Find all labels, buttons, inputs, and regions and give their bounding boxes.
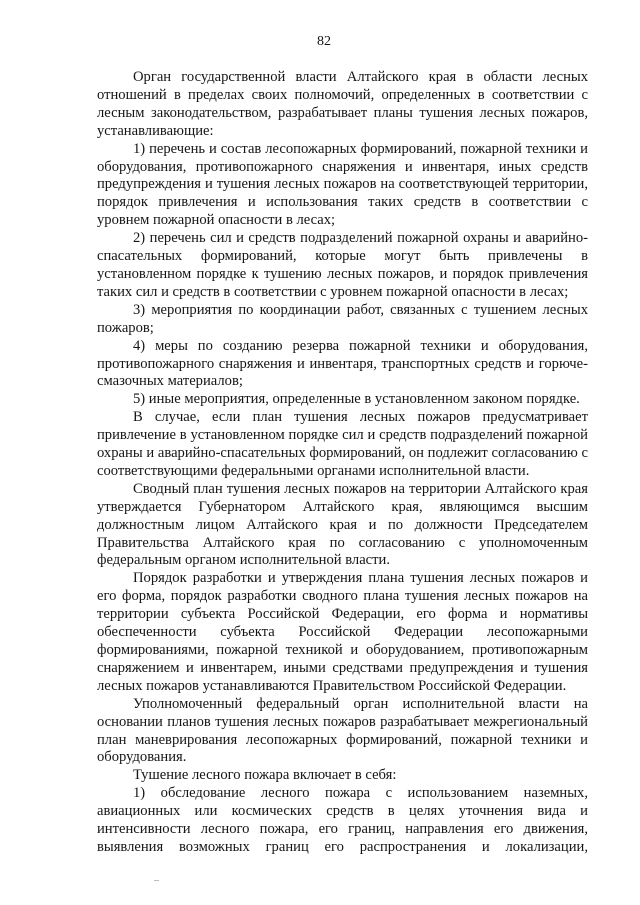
paragraph-procedure: Порядок разработки и утверждения плана тушения лесных пожаров и его форма, порядок разработки сводного плана тушения лесных пожаров на территории субъекта Российской Федерации, его форма и нормативы обеспеченности субъекта Российской Федерации лесопожарными формированиями, пожарной техникой и оборудованием, противопожарным снаряжением и инвентарем, иными средствами предупреждения и тушения лесных пожаров устанавливаются Правительством Российской Федерации.: [97, 570, 588, 694]
paragraph-intro: Орган государственной власти Алтайского края в области лесных отношений в пределах своих полномочий, определенных в соответствии с лесным законодательством, разрабатывает планы тушения лесных пожаров, устанавливающие:: [97, 69, 588, 139]
scan-speck: [154, 880, 159, 881]
list-item-1: 1) перечень и состав лесопожарных формирований, пожарной техники и оборудования, противопожарного снаряжения и инвентаря, иных средств предупреждения и тушения лесных пожаров на соответствующей территории, порядок привлечения и использования таких средств в соответствии с уровнем пожарной опасности в лесах;: [97, 140, 588, 229]
document-body: [97, 69, 588, 857]
page-number: 82: [317, 34, 331, 49]
list-item-3: 3) мероприятия по координации работ, связанных с тушением лесных пожаров;: [97, 301, 588, 336]
paragraph-coordination: В случае, если план тушения лесных пожаров предусматривает привлечение в установленном порядке сил и средств подразделений пожарной охраны и аварийно-спасательных формирований, он подлежит согласованию с соответствующими федеральными органами исполнительной власти.: [97, 409, 588, 479]
paragraph-consolidated-plan: Сводный план тушения лесных пожаров на территории Алтайского края утверждается Губернатором Алтайского края, являющимся высшим должностным лицом Алтайского края и по должности Председателем Правительства Алтайского края по согласованию с уполномоченным федеральным органом исполнительной власти.: [97, 480, 588, 569]
list-item-2: 2) перечень сил и средств подразделений пожарной охраны и аварийно-спасательных формирований, которые могут быть привлечены в установленном порядке к тушению лесных пожаров, и порядок привлечения таких сил и средств в соответствии с уровнем пожарной опасности в лесах;: [97, 230, 588, 300]
paragraph-interregional-plan: Уполномоченный федеральный орган исполнительной власти на основании планов тушения лесных пожаров разрабатывает межрегиональный план маневрирования лесопожарных формирований, пожарной техники и оборудования.: [97, 695, 588, 766]
extinguishing-item-1: 1) обследование лесного пожара с использованием наземных, авиационных или космических средств в целях уточнения вида и интенсивности лесного пожара, его границ, направления его движения, выявления возможных границ его распространения и локализации,: [97, 785, 588, 855]
paragraph-extinguishing-intro: Тушение лесного пожара включает в себя:: [133, 767, 397, 784]
list-item-4: 4) меры по созданию резерва пожарной техники и оборудования, противопожарного снаряжения и инвентаря, транспортных средств и горюче-смазочных материалов;: [97, 337, 588, 390]
list-item-5: 5) иные мероприятия, определенные в установленном законом порядке.: [133, 391, 580, 408]
